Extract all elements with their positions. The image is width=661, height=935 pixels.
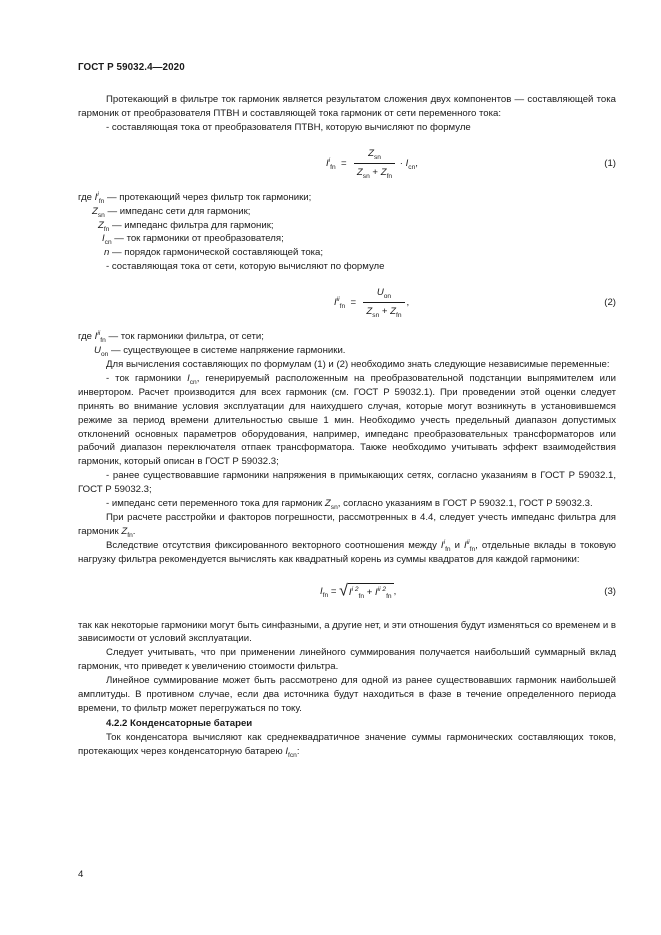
definitions-1 bbox=[78, 191, 616, 261]
formula-1-lhs-symbol: I bbox=[326, 157, 329, 169]
formula-3-equals: = bbox=[328, 585, 340, 597]
f2-den-plus: + bbox=[379, 306, 391, 318]
formula-2-end: , bbox=[406, 297, 410, 309]
formula-1-tail: I bbox=[405, 157, 409, 169]
f1-den-a: Z bbox=[356, 166, 363, 178]
f2-num-sub: on bbox=[383, 293, 392, 301]
inline-sub: cn bbox=[189, 378, 197, 386]
def-text: — импеданс фильтра для гармоник; bbox=[109, 219, 274, 231]
f2-den-a: Z bbox=[366, 306, 373, 318]
def-symbol: I bbox=[102, 233, 105, 245]
f1-den-a-sub: sn bbox=[362, 172, 370, 180]
def-symbol: Z bbox=[92, 205, 98, 217]
formula-3 bbox=[78, 575, 616, 615]
definition-line bbox=[78, 246, 616, 260]
formula-2 bbox=[78, 282, 616, 326]
page-content bbox=[78, 93, 616, 759]
text-run: , согласно указаниям в ГОСТ Р 59032.1, ГОСТ Р 59032.3. bbox=[337, 498, 593, 510]
text-run: - ток гармоники bbox=[106, 372, 188, 384]
def-symbol: Z bbox=[98, 219, 104, 231]
converter-harmonic-item bbox=[78, 372, 616, 469]
text-run: . bbox=[132, 525, 136, 537]
f3-term-1: I bbox=[348, 586, 352, 598]
variables-intro: Для вычисления составляющих по формулам (1) и (2) необходимо знать следующие независимые переменные: bbox=[106, 358, 610, 370]
formula-2-lhs-sup: ii bbox=[336, 295, 340, 303]
linear-sum-paragraph: Следует учитывать, что при применении линейного суммирования получается наибольший суммарный вклад гармоник, что приведет к увеличению стоимости фильтра. bbox=[78, 647, 616, 673]
formula-1-tail-sub: cn bbox=[408, 163, 416, 171]
f1-den-plus: + bbox=[369, 166, 381, 178]
def-sub: sn bbox=[97, 211, 105, 219]
f2-den-b: Z bbox=[390, 306, 397, 318]
inline-symbol: I bbox=[285, 745, 289, 757]
network-impedance-item bbox=[78, 497, 616, 511]
section-heading: 4.2.2 Конденсаторные батареи bbox=[106, 717, 253, 729]
formula-1-lhs-sub: fn bbox=[330, 163, 336, 171]
def-sub: fn bbox=[100, 337, 106, 345]
formula-2-expression bbox=[334, 286, 409, 319]
def-symbol: n bbox=[104, 247, 110, 259]
formula-3-end: , bbox=[393, 585, 397, 597]
text-run: и bbox=[450, 539, 465, 551]
text-run: Вследствие отсутствия фиксированного векторного соотношения между bbox=[106, 539, 441, 551]
vector-relation-paragraph bbox=[78, 539, 616, 567]
text-run: - импеданс сети переменного тока для гармоник bbox=[106, 498, 325, 510]
inline-sup: i bbox=[443, 538, 446, 546]
f1-den-b-sub: fn bbox=[386, 172, 393, 180]
definition-line bbox=[78, 219, 616, 233]
def-lead: где bbox=[78, 331, 95, 343]
formula-2-number: (2) bbox=[604, 297, 616, 309]
capacitor-current-paragraph bbox=[78, 731, 616, 759]
f1-num-sub: sn bbox=[373, 153, 381, 161]
formula-1-mult: · bbox=[399, 157, 406, 169]
inline-sub: fn bbox=[469, 545, 476, 553]
linear-sum-note-paragraph: Линейное суммирование может быть рассмотрено для одной из ранее существовавших гармоник наибольшей амплитуды. В противном случае, если два источника будут находиться в фазе в течение определенного периода времени, то фильтр может перегружаться по току. bbox=[78, 675, 616, 714]
document-code: ГОСТ Р 59032.4—2020 bbox=[78, 62, 185, 73]
f3-plus: + bbox=[364, 586, 375, 598]
def-text: — ток гармоники фильтра, от сети; bbox=[105, 331, 264, 343]
f3-term-1-sub: fn bbox=[358, 592, 365, 600]
formula-3-lhs-sub: fn bbox=[322, 591, 329, 599]
text-run: , генерируемый расположенным на преобразовательной подстанции выпрямителем или инвертором. Расчет производится для всех гармоник (см. ГОСТ Р 59032.1). При проведении этой оценки следует принять во внимание условия эксплуатации для наихудшего случая, которые могут возникнуть в установившемся режиме за период времени длительностью свыше 1 мин. Необходимо учесть предельный диапазон допустимых отклонений основных параметров оборудования, например, импеданс преобразовательных трансформаторов или рабочий диапазон переключателя отпаек трансформатора. Также необходимо учитывать эффект взаимодействия гармоник, который описан в ГОСТ Р 59032.3; bbox=[78, 372, 616, 468]
f3-term-2-sub: fn bbox=[386, 592, 392, 600]
definition-line bbox=[78, 191, 616, 205]
formula-1-end: , bbox=[415, 157, 418, 169]
def-symbol: I bbox=[94, 191, 98, 203]
text-run: : bbox=[296, 745, 300, 757]
def-text: — порядок гармонической составляющей тока; bbox=[109, 247, 324, 259]
f2-den-b-sub: fn bbox=[396, 311, 402, 319]
def-symbol: U bbox=[94, 345, 101, 357]
f3-term-1-sup: i 2 bbox=[351, 585, 359, 593]
def-sub: on bbox=[100, 350, 109, 358]
inline-sub: fn bbox=[445, 545, 451, 553]
def-sup: i bbox=[97, 190, 99, 198]
inline-sup: ii bbox=[466, 538, 470, 546]
text-run: Ток конденсатора вычисляют как среднеквадратичное значение суммы гармонических составляющих токов, протекающих через конденсаторную батарею bbox=[78, 731, 616, 757]
def-lead: где bbox=[78, 191, 95, 203]
def-text: — импеданс сети для гармоник; bbox=[104, 205, 251, 217]
inline-sub: fcn bbox=[288, 751, 297, 759]
network-current-item: - составляющая тока от сети, которую вычисляют по формуле bbox=[106, 261, 385, 273]
formula-3-lhs-symbol: I bbox=[320, 585, 323, 597]
inline-symbol: I bbox=[440, 539, 444, 551]
formula-3-expression bbox=[320, 583, 396, 600]
f1-num-sym: Z bbox=[368, 147, 374, 159]
formula-1-equals: = bbox=[338, 157, 350, 169]
def-sub: fn bbox=[103, 225, 110, 233]
def-text: — ток гармоники от преобразователя; bbox=[111, 233, 284, 245]
formula-2-denominator bbox=[363, 303, 404, 319]
f2-num-sym: U bbox=[376, 287, 384, 299]
formula-3-number: (3) bbox=[604, 585, 616, 597]
f1-den-b: Z bbox=[380, 166, 387, 178]
def-text: — существующее в системе напряжение гармоники. bbox=[108, 345, 346, 357]
definition-line bbox=[78, 330, 616, 344]
def-text: — протекающий через фильтр ток гармоники; bbox=[104, 191, 312, 203]
formula-1-lhs-sup: i bbox=[328, 156, 331, 164]
formula-2-numerator bbox=[363, 286, 404, 303]
definition-line bbox=[78, 232, 616, 246]
inline-sub: sn bbox=[330, 503, 338, 511]
detuning-paragraph bbox=[78, 511, 616, 539]
def-sup: ii bbox=[97, 329, 101, 337]
formula-1 bbox=[78, 143, 616, 187]
inline-symbol: Z bbox=[324, 498, 331, 510]
text-run: При расчете расстройки и факторов погрешности, рассмотренных в 4.4, следует учесть импеданс фильтра для гармоник bbox=[78, 511, 616, 537]
inline-symbol: Z bbox=[121, 525, 128, 537]
formula-2-lhs-sub: fn bbox=[339, 303, 346, 310]
formula-1-fraction bbox=[354, 147, 395, 180]
f3-term-2: I bbox=[374, 586, 378, 598]
formula-1-denominator bbox=[354, 164, 395, 180]
formula-2-lhs-symbol: I bbox=[334, 297, 337, 309]
definition-line bbox=[78, 205, 616, 219]
definition-line bbox=[78, 344, 616, 358]
f3-term-2-sup: ii 2 bbox=[377, 585, 387, 593]
f2-den-a-sub: sn bbox=[372, 311, 380, 319]
formula-2-fraction bbox=[363, 286, 404, 319]
definitions-2 bbox=[78, 330, 616, 358]
formula-2-equals: = bbox=[347, 297, 359, 309]
def-symbol: I bbox=[94, 331, 98, 343]
formula-1-numerator bbox=[354, 147, 395, 164]
inline-symbol: I bbox=[187, 372, 190, 384]
def-sub: cn bbox=[104, 239, 112, 247]
sqrt-sign-icon: √ bbox=[339, 582, 348, 600]
formula-1-expression bbox=[326, 147, 418, 180]
existing-harmonics-item: - ранее существовавшие гармоники напряжения в примыкающих сетях, согласно указаниям в ГОСТ Р 59032.1, ГОСТ Р 59032.3; bbox=[78, 470, 616, 496]
def-sub: fn bbox=[98, 197, 105, 205]
inline-symbol: I bbox=[464, 539, 467, 551]
intro-paragraph: Протекающий в фильтре ток гармоник является результатом сложения двух компонентов — составляющей тока гармоник от преобразователя ПТВН и составляющей тока гармоник от сети переменного тока: bbox=[78, 94, 616, 119]
formula-3-sqrt bbox=[339, 583, 393, 600]
inline-sub: fn bbox=[127, 531, 133, 539]
converter-current-item: - составляющая тока от преобразователя ПТВН, которую вычисляют по формуле bbox=[106, 121, 471, 133]
formula-3-radicand bbox=[348, 583, 394, 600]
text-run: , отдельные вклады в токовую нагрузку фильтра рекомендуется вычислять как квадратный корень из суммы квадратов для каждой гармоники: bbox=[78, 539, 616, 565]
phase-paragraph: так как некоторые гармоники могут быть синфазными, а другие нет, и эти отношения будут изменяться со временем и в зависимости от условий эксплуатации. bbox=[78, 619, 616, 645]
formula-1-number: (1) bbox=[604, 157, 616, 169]
page-number: 4 bbox=[78, 869, 84, 880]
